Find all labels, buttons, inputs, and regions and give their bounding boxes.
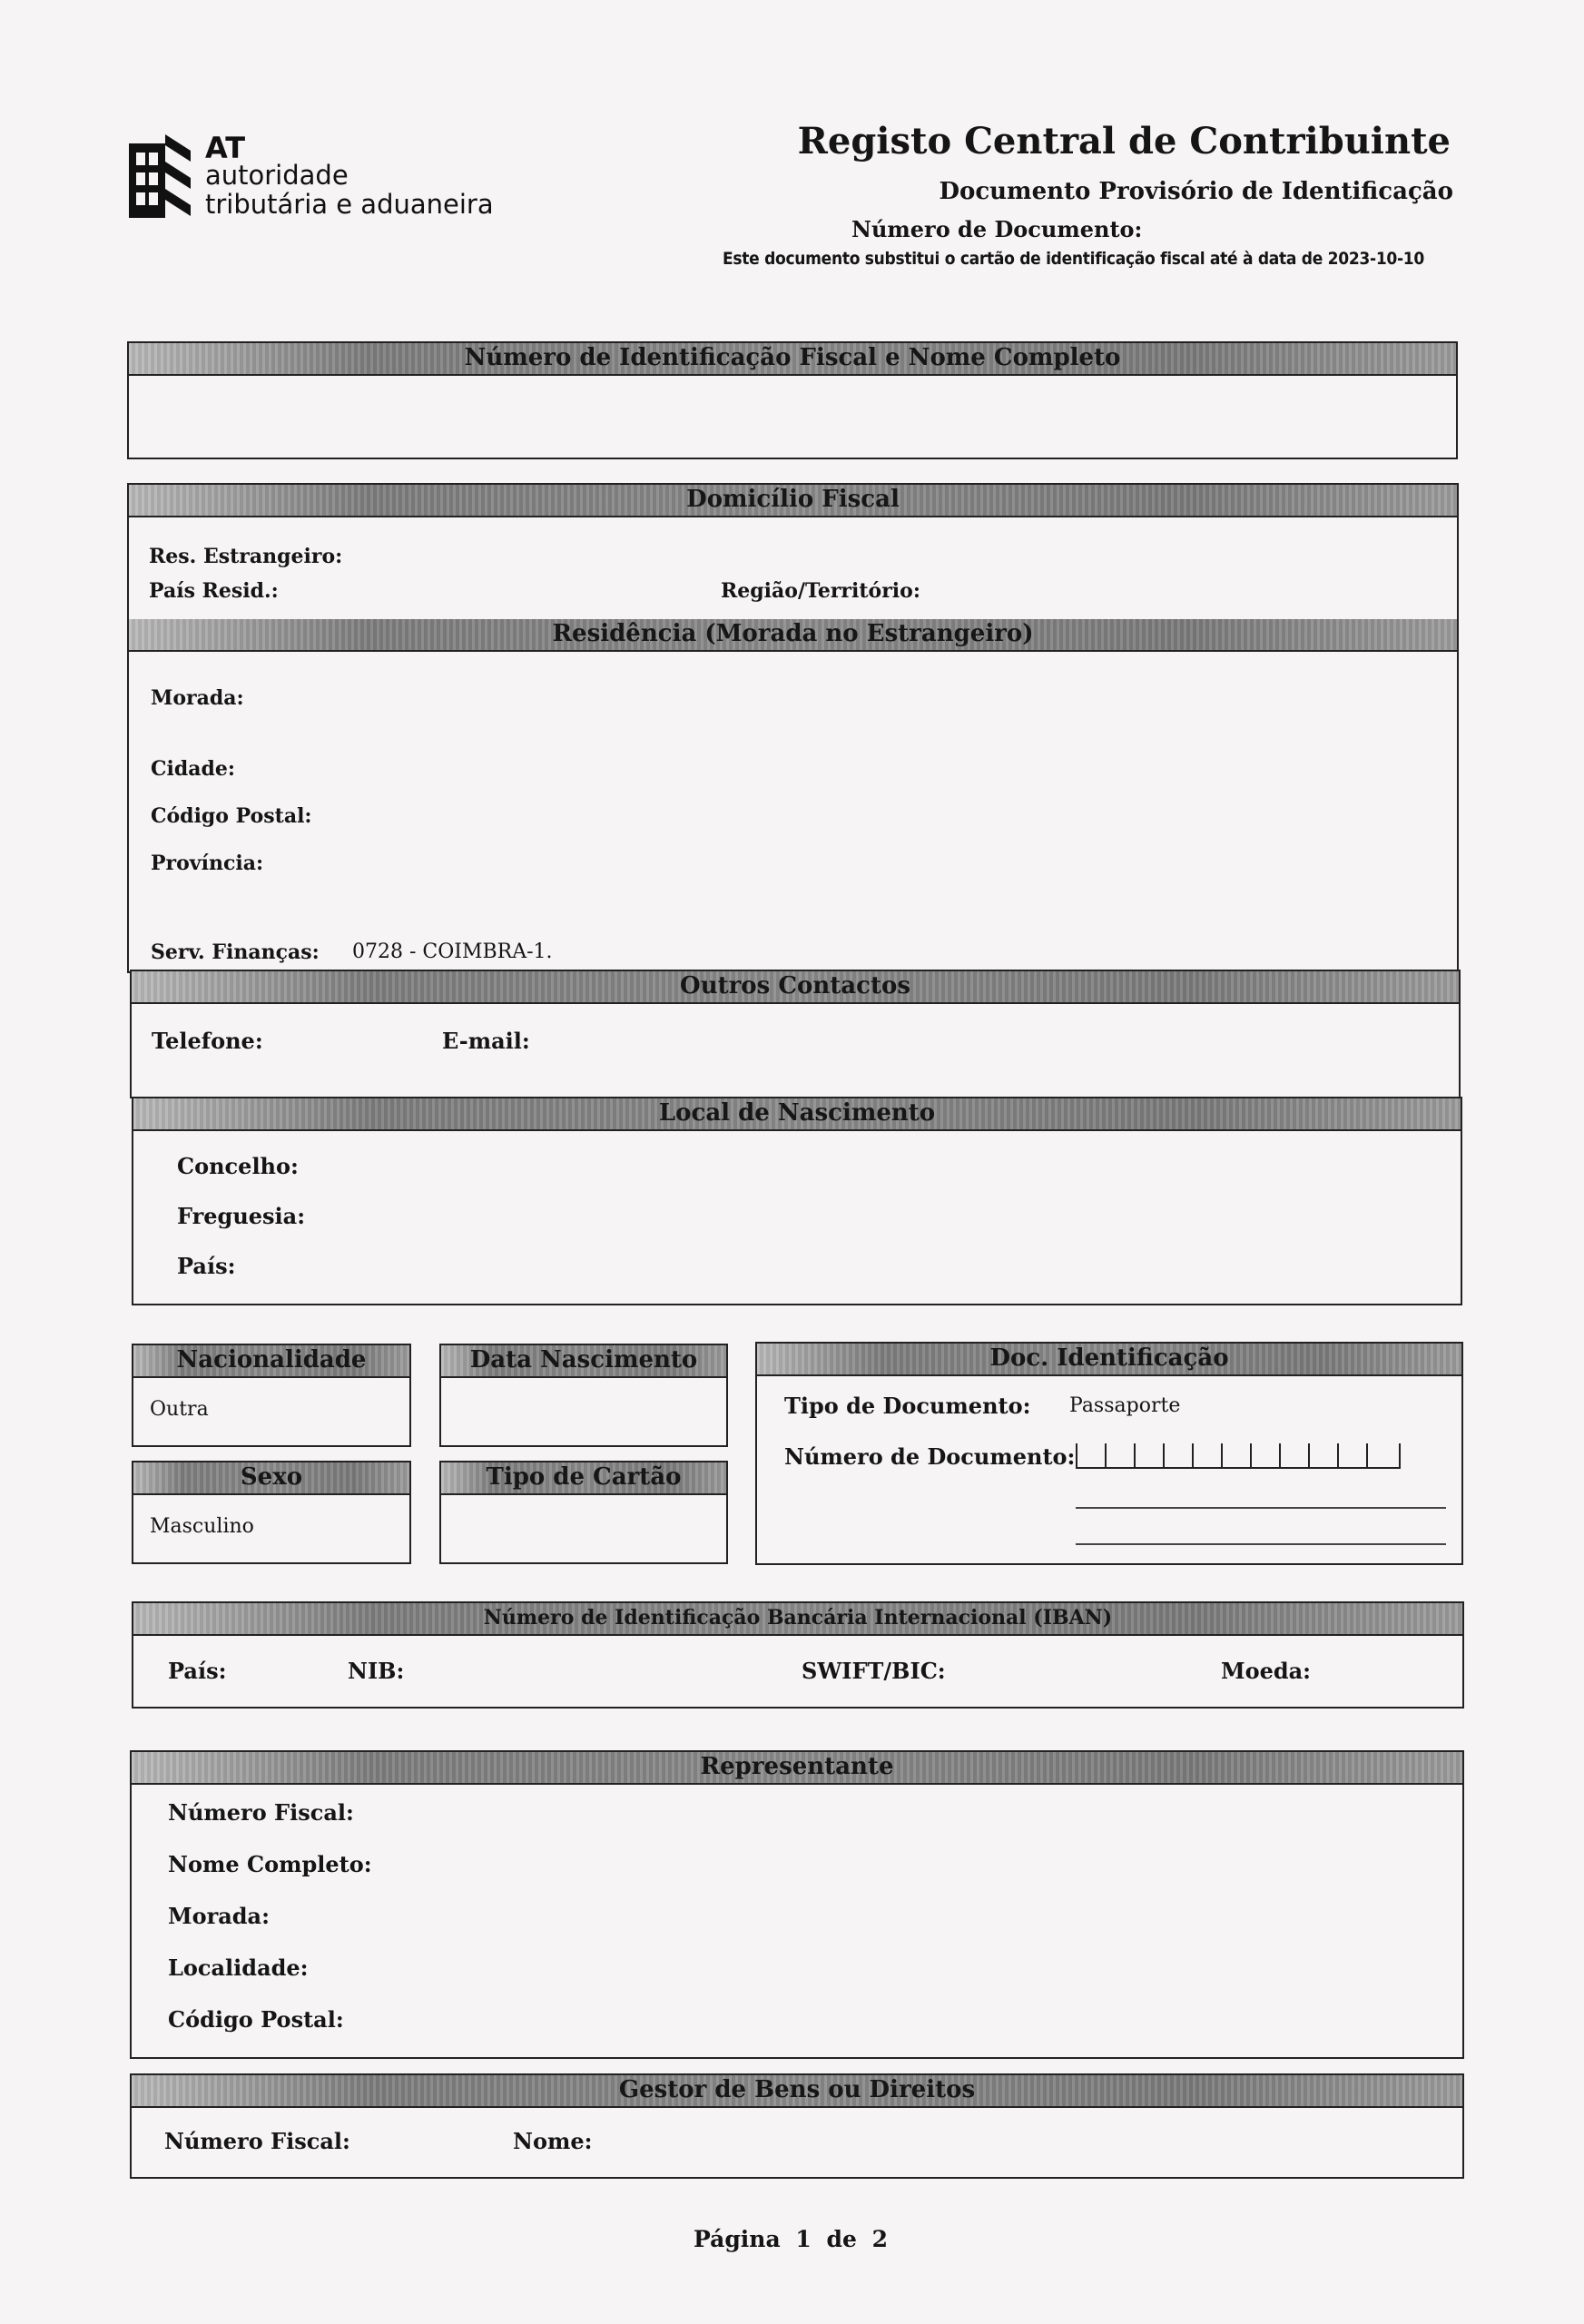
page-indicator [694,2226,888,2252]
logo-line2: tributária e aduaneira [205,189,494,220]
nib-label: NIB: [348,1658,405,1684]
representante-section [130,1750,1464,2059]
telefone-label: Telefone: [152,1028,263,1054]
section-header: Doc. Identificação [757,1344,1461,1376]
swift-label: SWIFT/BIC: [802,1658,946,1684]
document-underline-2 [1076,1543,1446,1545]
concelho-label: Concelho: [177,1153,299,1179]
section-header: Número de Identificação Fiscal e Nome Completo [129,343,1456,376]
codigo-postal-label: Código Postal: [151,804,312,828]
page-current: 1 [795,2226,812,2252]
iban-pais-label: País: [168,1658,227,1684]
document-number-boxes [1076,1443,1401,1469]
sexo-section [132,1461,411,1564]
logo-line1: autoridade [205,160,349,191]
section-header: Representante [132,1752,1462,1785]
gestor-section [130,2073,1464,2179]
gestor-numero-fiscal-label: Número Fiscal: [164,2128,350,2154]
rep-numero-fiscal-label: Número Fiscal: [168,1799,354,1826]
serv-financas-value: 0728 - COIMBRA-1. [352,940,553,963]
page-label: Página [694,2226,781,2252]
document-title: Registo Central de Contribuinte [797,120,1451,162]
section-header: Domicílio Fiscal [129,485,1457,517]
provincia-label: Província: [151,852,264,875]
domicilio-section [127,483,1459,973]
section-header: Data Nascimento [441,1345,726,1378]
iban-section [132,1601,1464,1709]
residencia-header: Residência (Morada no Estrangeiro) [129,619,1457,652]
page-total: 2 [871,2226,889,2252]
page-of: de [826,2226,857,2252]
tipo-cartao-section [439,1461,728,1564]
section-header: Local de Nascimento [133,1098,1461,1131]
rep-morada-label: Morada: [168,1903,270,1929]
regiao-label: Região/Território: [721,579,920,603]
cidade-label: Cidade: [151,757,236,781]
section-header: Número de Identificação Bancária Internacional (IBAN) [133,1603,1462,1636]
pais-resid-label: País Resid.: [149,579,279,603]
contactos-section [130,970,1461,1098]
pais-nascimento-label: País: [177,1253,236,1279]
document-subtitle: Documento Provisório de Identificação [939,178,1453,205]
at-logo [127,120,517,229]
tipo-documento-value: Passaporte [1069,1394,1181,1417]
section-header: Sexo [133,1462,409,1495]
validity-note: Este documento substitui o cartão de identificação fiscal até à data de 2023-10-10 [723,249,1424,269]
serv-financas-label: Serv. Finanças: [151,940,320,964]
numero-documento-label: Número de Documento: [784,1443,1076,1470]
nacionalidade-section [132,1344,411,1447]
section-header: Tipo de Cartão [441,1462,726,1495]
data-nascimento-section [439,1344,728,1447]
rep-codigo-postal-label: Código Postal: [168,2006,344,2033]
nif-section [127,341,1458,459]
freguesia-label: Freguesia: [177,1203,306,1229]
at-emblem-icon [127,125,192,223]
nascimento-section [132,1097,1462,1305]
rep-localidade-label: Localidade: [168,1955,309,1981]
section-header: Nacionalidade [133,1345,409,1378]
section-header: Outros Contactos [132,971,1459,1004]
logo-at-text: AT [205,131,246,165]
document-underline-1 [1076,1507,1446,1509]
sexo-value: Masculino [150,1515,254,1538]
section-header: Gestor de Bens ou Direitos [132,2075,1462,2108]
email-label: E-mail: [442,1028,530,1054]
nacionalidade-value: Outra [150,1398,209,1421]
rep-nome-completo-label: Nome Completo: [168,1851,372,1877]
res-estrangeiro-label: Res. Estrangeiro: [149,545,343,568]
document-number-label: Número de Documento: [851,216,1143,242]
tipo-documento-label: Tipo de Documento: [784,1393,1031,1419]
morada-label: Morada: [151,686,244,710]
gestor-nome-label: Nome: [513,2128,593,2154]
moeda-label: Moeda: [1221,1658,1312,1684]
